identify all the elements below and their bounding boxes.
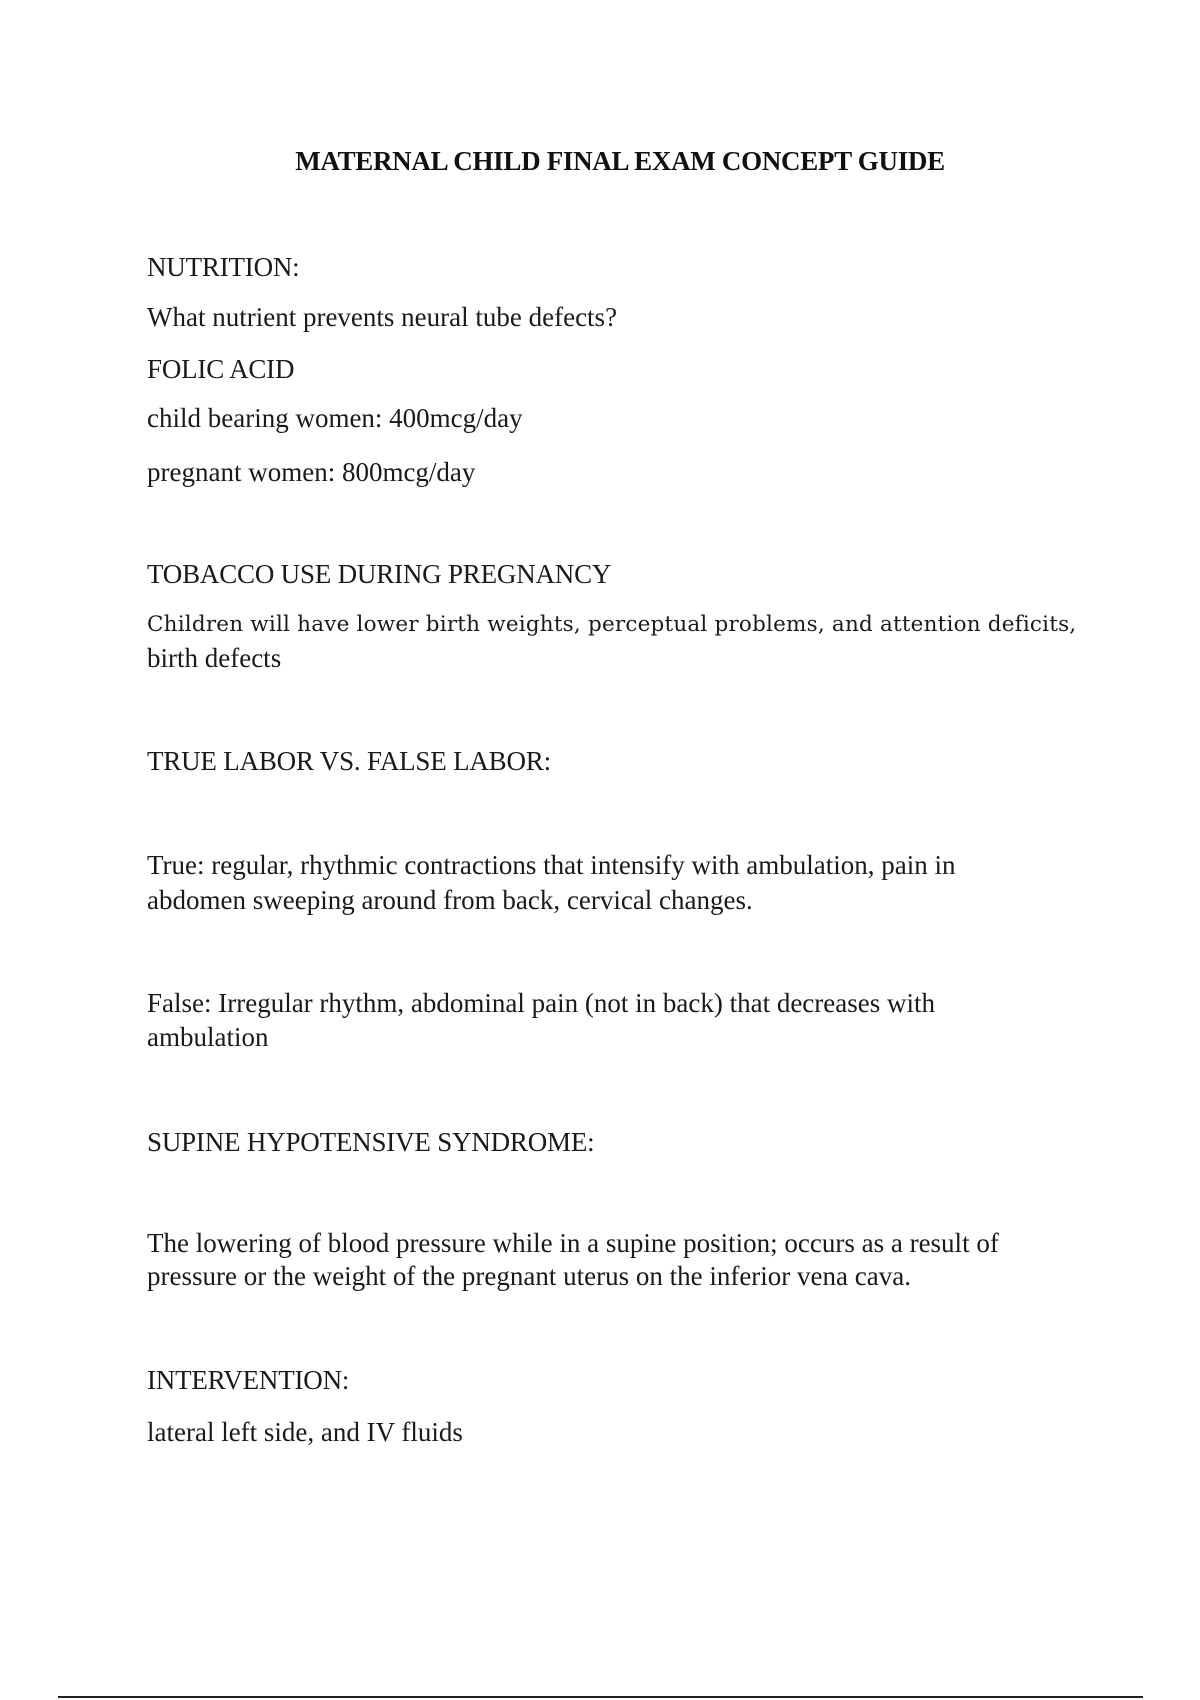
true-labor-line-1: True: regular, rhythmic contractions that intensify with ambulation, pain in xyxy=(147,850,956,880)
nutrition-question: What nutrient prevents neural tube defects? xyxy=(147,302,618,332)
footer-divider xyxy=(58,1696,1143,1698)
supine-heading: SUPINE HYPOTENSIVE SYNDROME: xyxy=(147,1127,595,1157)
labor-heading: TRUE LABOR VS. FALSE LABOR: xyxy=(147,746,551,776)
false-labor-line-1: False: Irregular rhythm, abdominal pain (not in back) that decreases with xyxy=(147,988,935,1018)
tobacco-heading: TOBACCO USE DURING PREGNANCY xyxy=(147,559,612,589)
intervention-text: lateral left side, and IV fluids xyxy=(147,1417,463,1447)
dose-pregnant-women: pregnant women: 800mcg/day xyxy=(147,457,476,487)
supine-definition-line-2: pressure or the weight of the pregnant uterus on the inferior vena cava. xyxy=(147,1261,911,1291)
tobacco-effects-line-1: Children will have lower birth weights, perceptual problems, and attention deficits, xyxy=(147,612,1077,637)
tobacco-effects-line-2: birth defects xyxy=(147,643,282,673)
nutrition-heading: NUTRITION: xyxy=(147,252,300,282)
false-labor-line-2: ambulation xyxy=(147,1022,269,1052)
supine-definition-line-1: The lowering of blood pressure while in a supine position; occurs as a result of xyxy=(147,1228,999,1258)
nutrition-answer: FOLIC ACID xyxy=(147,354,295,384)
document-title: MATERNAL CHILD FINAL EXAM CONCEPT GUIDE xyxy=(295,146,945,176)
dose-child-bearing-women: child bearing women: 400mcg/day xyxy=(147,403,523,433)
true-labor-line-2: abdomen sweeping around from back, cervical changes. xyxy=(147,885,753,915)
intervention-heading: INTERVENTION: xyxy=(147,1365,350,1395)
